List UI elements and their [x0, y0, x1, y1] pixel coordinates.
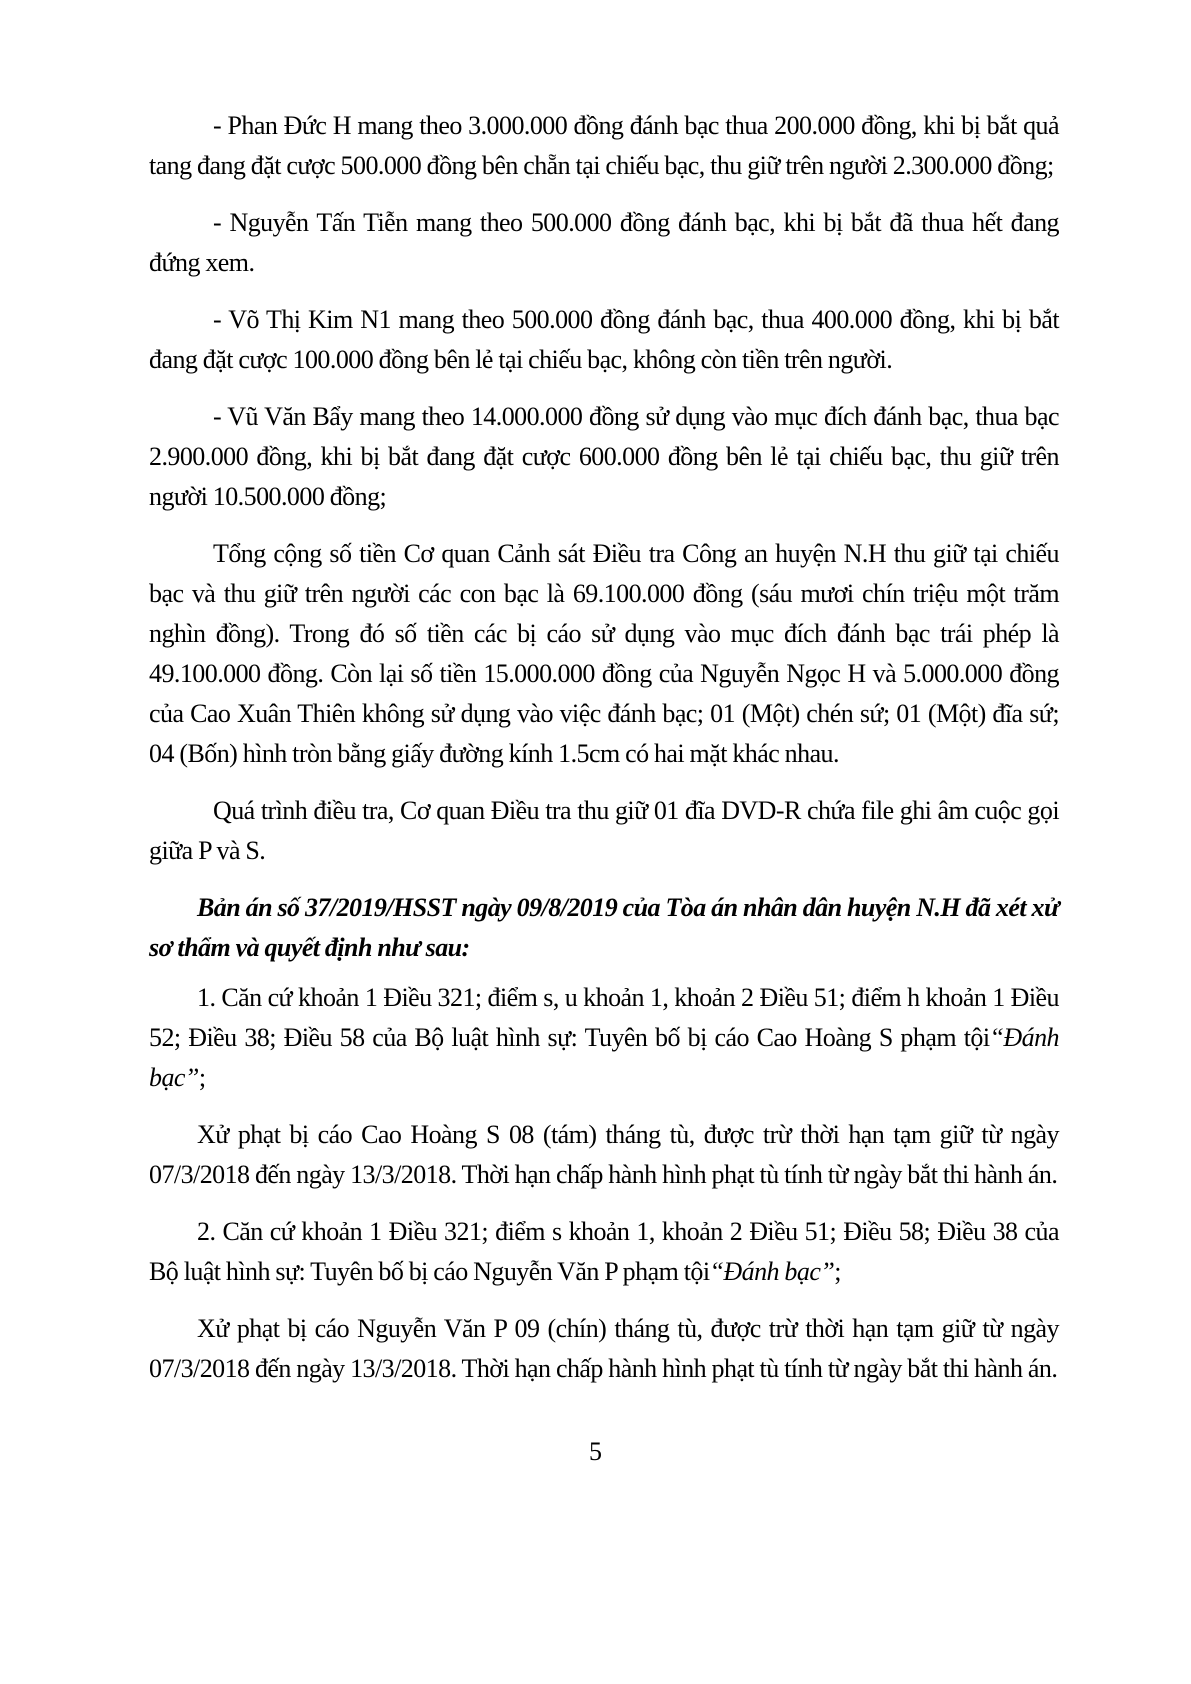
page-number: 5: [589, 1437, 602, 1466]
verdict-item-1-crime: “Đánh bạc”: [149, 1023, 1059, 1092]
paragraph-phan-duc-h: - Phan Đức H mang theo 3.000.000 đồng đánh bạc thua 200.000 đồng, khi bị bắt quả tang đang đặt cược 500.000 đồng bên chẵn tại chiếu bạc, thu giữ trên người 2.300.000 đồng;: [149, 111, 1059, 180]
verdict-item-1-sentence: Xử phạt bị cáo Cao Hoàng S 08 (tám) tháng tù, được trừ thời hạn tạm giữ từ ngày 07/3/2018 đến ngày 13/3/2018. Thời hạn chấp hành hình phạt tù tính từ ngày bắt thi hành án.: [149, 1120, 1059, 1189]
paragraph-vu-van-bay: - Vũ Văn Bẩy mang theo 14.000.000 đồng sử dụng vào mục đích đánh bạc, thua bạc 2.900.000 đồng, khi bị bắt đang đặt cược 600.000 đồng bên lẻ tại chiếu bạc, thu giữ trên người 10.500.000 đồng;: [149, 402, 1059, 511]
document-body: [149, 106, 1059, 1389]
verdict-item-1-basis-text: 1. Căn cứ khoản 1 Điều 321; điểm s, u khoản 1, khoản 2 Điều 51; điểm h khoản 1 Điều 52; Điều 38; Điều 58 của Bộ luật hình sự: Tuyên bố bị cáo Cao Hoàng S phạm tội: [149, 983, 1059, 1052]
verdict-item-1-basis: [149, 978, 1059, 1098]
verdict-item-2-basis-text: 2. Căn cứ khoản 1 Điều 321; điểm s khoản 1, khoản 2 Điều 51; Điều 58; Điều 38 của Bộ luật hình sự: Tuyên bố bị cáo Nguyễn Văn P phạm tội: [149, 1217, 1059, 1286]
paragraph-nguyen-tan-tien: - Nguyễn Tấn Tiễn mang theo 500.000 đồng đánh bạc, khi bị bắt đã thua hết đang đứng xem.: [149, 208, 1059, 277]
verdict-item-2-basis: [149, 1212, 1059, 1292]
paragraph-vo-thi-kim-n1: - Võ Thị Kim N1 mang theo 500.000 đồng đánh bạc, thua 400.000 đồng, khi bị bắt đang đặt cược 100.000 đồng bên lẻ tại chiếu bạc, không còn tiền trên người.: [149, 305, 1059, 374]
verdict-heading: Bản án số 37/2019/HSST ngày 09/8/2019 của Tòa án nhân dân huyện N.H đã xét xử sơ thẩm và quyết định như sau:: [149, 893, 1059, 962]
verdict-item-1-end: ;: [198, 1063, 206, 1092]
verdict-item-2-crime: “Đánh bạc”: [709, 1257, 835, 1286]
paragraph-investigation-evidence: Quá trình điều tra, Cơ quan Điều tra thu giữ 01 đĩa DVD-R chứa file ghi âm cuộc gọi giữa P và S.: [149, 796, 1059, 865]
verdict-item-2-sentence: Xử phạt bị cáo Nguyễn Văn P 09 (chín) tháng tù, được trừ thời hạn tạm giữ từ ngày 07/3/2018 đến ngày 13/3/2018. Thời hạn chấp hành hình phạt tù tính từ ngày bắt thi hành án.: [149, 1314, 1059, 1383]
paragraph-total-amount: Tổng cộng số tiền Cơ quan Cảnh sát Điều tra Công an huyện N.H thu giữ tại chiếu bạc và thu giữ trên người các con bạc là 69.100.000 đồng (sáu mươi chín triệu một trăm nghìn đồng). Trong đó số tiền các bị cáo sử dụng vào mục đích đánh bạc trái phép là 49.100.000 đồng. Còn lại số tiền 15.000.000 đồng của Nguyễn Ngọc H và 5.000.000 đồng của Cao Xuân Thiên không sử dụng vào việc đánh bạc; 01 (Một) chén sứ; 01 (Một) đĩa sứ; 04 (Bốn) hình tròn bằng giấy đường kính 1.5cm có hai mặt khác nhau.: [149, 539, 1059, 768]
verdict-item-2-end: ;: [834, 1257, 841, 1286]
